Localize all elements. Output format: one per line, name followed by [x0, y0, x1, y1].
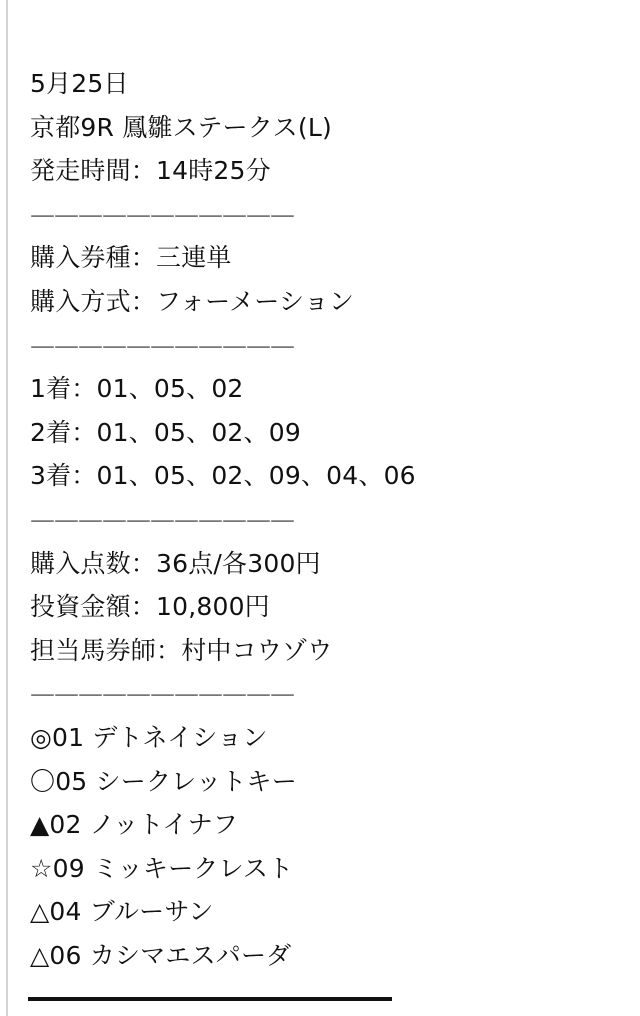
pick-item: ☆09 ミッキークレスト: [30, 853, 294, 883]
left-border: [6, 0, 8, 1016]
pick-item: △04 ブルーサン: [30, 897, 214, 927]
formation-third: 3着：01、05、02、09、04、06: [30, 461, 416, 491]
race-start-time: 発走時間：14時25分: [30, 156, 271, 186]
bottom-divider: [28, 997, 392, 1001]
formation-second: 2着：01、05、02、09: [30, 417, 301, 447]
separator-2: ———————————: [30, 330, 294, 360]
investment-amount: 投資金額：10,800円: [30, 592, 270, 622]
purchase-points: 購入点数：36点/各300円: [30, 548, 321, 578]
race-name: 京都9R 鳳雛ステークス(L): [30, 112, 332, 142]
post-body: [30, 62, 620, 977]
pick-item: ▲02 ノットイナフ: [30, 810, 238, 840]
separator-1: ———————————: [30, 199, 294, 229]
pick-item: △06 カシマエスパーダ: [30, 940, 292, 970]
purchase-method: 購入方式：フォーメーション: [30, 286, 355, 316]
formation-first: 1着：01、05、02: [30, 374, 244, 404]
separator-3: ———————————: [30, 504, 294, 534]
pick-item: ◎01 デトネイション: [30, 722, 268, 752]
separator-4: ———————————: [30, 679, 294, 709]
ticket-type: 購入券種：三連単: [30, 243, 232, 273]
race-date: 5月25日: [30, 69, 129, 98]
tipster-name: 担当馬券師：村中コウゾウ: [30, 635, 333, 665]
pick-item: 〇05 シークレットキー: [30, 766, 297, 796]
